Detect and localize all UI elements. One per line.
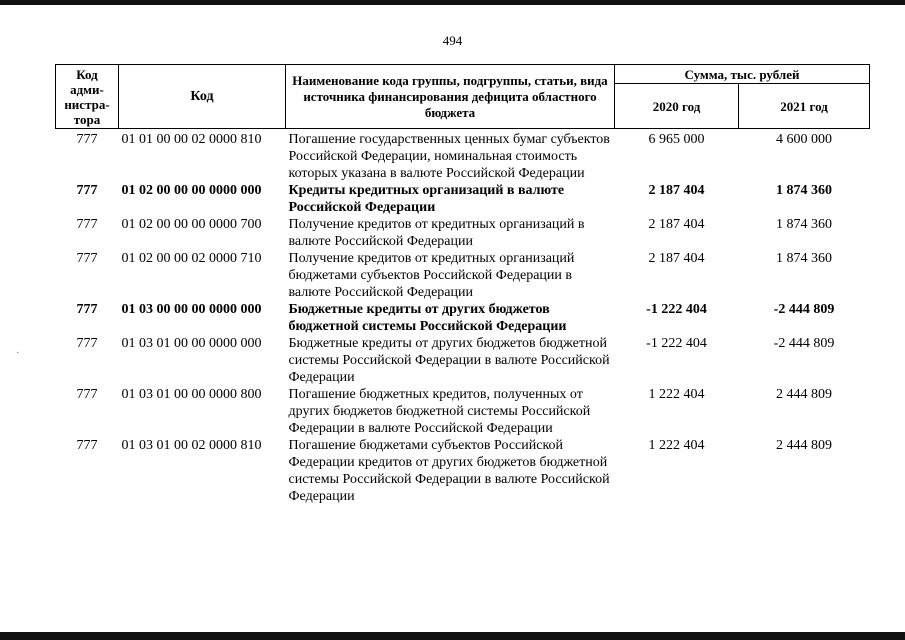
cell-sum-2020: -1 222 404 [646,336,707,351]
cell-code: 01 02 00 00 00 0000 700 [121,217,262,232]
cell-sum-2021: 4 600 000 [776,132,832,147]
budget-sources-table [55,64,870,505]
header-admin-code: Код адми-нистра-тора [56,65,119,129]
header-year-2020: 2020 год [615,84,739,129]
cell-code: 01 02 00 00 00 0000 000 [121,183,262,198]
table-row [56,182,870,216]
cell-sum-2020: 2 187 404 [648,217,705,232]
cell-name: Бюджетные кредиты от других бюджетов бюджетной системы Российской Федерации в валюте Российской Федерации [288,336,610,385]
cell-sum-2020: 2 187 404 [648,251,705,266]
cell-code: 01 03 01 00 00 0000 000 [121,336,262,351]
page-number: 494 [442,33,463,48]
cell-sum-2021: -2 444 809 [773,302,835,317]
header-name: Наименование кода группы, подгруппы, статьи, вида источника финансирования дефицита областного бюджета [286,65,615,129]
table-row [56,250,870,301]
table-row [56,335,870,386]
cell-sum-2021: 1 874 360 [776,183,832,198]
cell-admin-code: 777 [76,217,98,232]
cell-name: Получение кредитов от кредитных организаций в валюте Российской Федерации [288,217,585,249]
cell-code: 01 01 00 00 02 0000 810 [121,132,262,147]
cell-name: Кредиты кредитных организаций в валюте Российской Федерации [288,183,565,215]
margin-mark: · [16,348,20,359]
table-body [56,129,870,506]
cell-sum-2020: 1 222 404 [648,438,705,453]
cell-sum-2020: 6 965 000 [648,132,705,147]
table-row [56,386,870,437]
cell-sum-2021: 2 444 809 [776,387,832,402]
cell-admin-code: 777 [76,438,98,453]
table-header [56,65,870,129]
table-row [56,216,870,250]
header-sum: Сумма, тыс. рублей [615,65,870,84]
cell-code: 01 02 00 00 02 0000 710 [121,251,262,266]
cell-admin-code: 777 [76,387,98,402]
scan-border-bottom [0,632,905,640]
header-year-2021: 2021 год [739,84,870,129]
cell-admin-code: 777 [76,251,98,266]
cell-name: Погашение бюджетами субъектов Российской Федерации кредитов от других бюджетов бюджетной системы Российской Федерации в валюте Российской Федерации [288,438,610,504]
cell-sum-2020: 2 187 404 [648,183,705,198]
cell-admin-code: 777 [76,336,98,351]
table-row [56,129,870,183]
cell-sum-2021: 1 874 360 [776,251,832,266]
cell-name: Погашение бюджетных кредитов, полученных от других бюджетов бюджетной системы Российской Федерации в валюте Российской Федерации [288,387,591,436]
cell-code: 01 03 01 00 00 0000 800 [121,387,262,402]
cell-admin-code: 777 [76,302,98,317]
cell-sum-2021: 1 874 360 [776,217,832,232]
cell-sum-2021: 2 444 809 [776,438,832,453]
table-row [56,437,870,505]
cell-code: 01 03 01 00 02 0000 810 [121,438,262,453]
scan-border-top [0,0,905,5]
cell-name: Погашение государственных ценных бумаг субъектов Российской Федерации, номинальная стоимость которых указана в валюте Российской Федерации [288,132,610,181]
cell-code: 01 03 00 00 00 0000 000 [121,302,262,317]
cell-sum-2020: 1 222 404 [648,387,705,402]
cell-sum-2021: -2 444 809 [773,336,835,351]
cell-name: Бюджетные кредиты от других бюджетов бюджетной системы Российской Федерации [288,302,567,334]
cell-name: Получение кредитов от кредитных организаций бюджетами субъектов Российской Федерации в валюте Российской Федерации [288,251,575,300]
table-row [56,301,870,335]
cell-admin-code: 777 [76,183,98,198]
cell-admin-code: 777 [76,132,98,147]
cell-sum-2020: -1 222 404 [646,302,707,317]
header-code: Код [119,65,286,129]
